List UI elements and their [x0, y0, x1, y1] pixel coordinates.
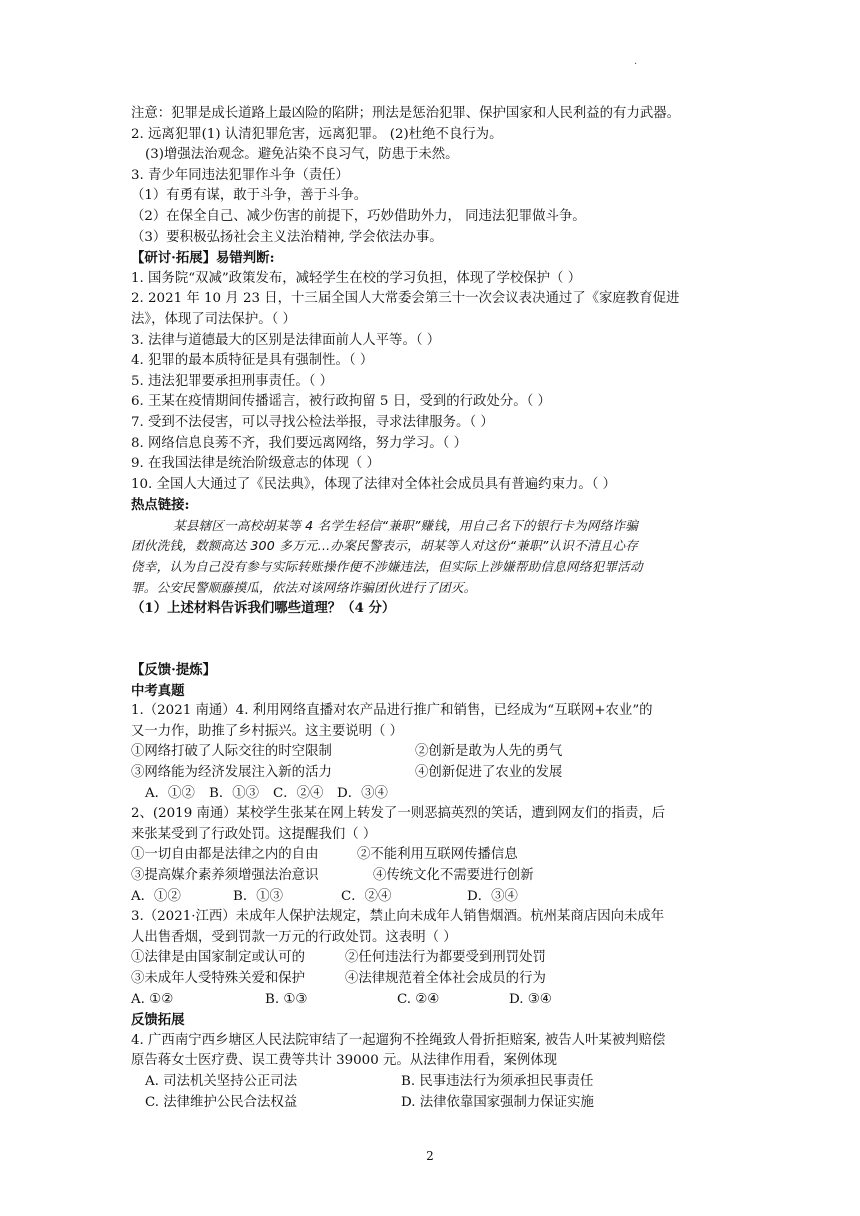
statement-row	[131, 742, 736, 763]
question-stem: 人出售香烟，受到罚款一万元的行政处罚。这表明（ ）	[131, 929, 457, 945]
statement: ②任何违法行为都要受到刑罚处罚	[345, 950, 546, 966]
judge-heading: 【研讨·拓展】易错判断:	[131, 250, 275, 267]
text-line: （1）有勇有谋，敢于斗争，善于斗争。	[131, 188, 368, 204]
option: A．①②	[131, 888, 181, 904]
statement: ②不能利用互联网传播信息	[357, 847, 518, 863]
statement: ①法律是由国家制定或认可的	[131, 950, 306, 966]
text-line: 3. 青少年同违法犯罪作斗争（责任）	[131, 167, 349, 183]
option: B. 民事违法行为须承担民事责任	[401, 1073, 594, 1089]
statement: ④创新促进了农业的发展	[415, 765, 563, 780]
text-line: (3)增强法治观念。避免沾染不良习气，防患于未然。	[145, 147, 459, 163]
option: A. ①②	[131, 991, 174, 1007]
statement-row	[131, 969, 736, 990]
option: D．③④	[337, 785, 388, 801]
case-line: 罪。公安民警顺藤摸瓜，依法对该网络诈骗团伙进行了团灭。	[131, 579, 477, 595]
hot-question: （1）上述材料告诉我们哪些道理？（4 分）	[131, 600, 396, 617]
question-stem: 1.（2021 南通）4. 利用网络直播对农产品进行推广和销售，已经成为“互联网+农业”的	[131, 703, 653, 719]
option: A．①②	[145, 785, 195, 801]
option: C. ②④	[397, 991, 440, 1007]
statement: ④法律规范着全体社会成员的行为	[345, 970, 546, 986]
question-stem: 2、(2019 南通）某校学生张某在网上转发了一则恶搞英烈的笑话，遭到网友们的指责，后	[131, 806, 666, 822]
judge-item: 8. 网络信息良莠不齐，我们要远离网络，努力学习。（ ）	[131, 435, 467, 451]
option: B. ①③	[265, 991, 308, 1007]
text-line: 2. 远离犯罪(1) 认清犯罪危害，远离犯罪。 (2)杜绝不良行为。	[131, 126, 503, 142]
case-line: 团伙洗钱，数额高达 300 多万元…办案民警表示，胡某等人对这份“兼职”认识不清且心存	[131, 538, 639, 554]
page-number: 2	[426, 1149, 434, 1163]
question-stem: 4. 广西南宁西乡塘区人民法院审结了一起遛狗不拴绳致人骨折拒赔案, 被告人叶某被判赔偿	[131, 1032, 666, 1048]
statement: ③网络能为经济发展注入新的活力	[131, 765, 332, 780]
options-row	[131, 1072, 736, 1093]
judge-item: 6. 王某在疫情期间传播谣言，被行政拘留 5 日，受到的行政处分。（ ）	[131, 394, 551, 410]
statement: ②创新是敢为人先的勇气	[415, 744, 563, 760]
option: C．②④	[273, 785, 324, 801]
statement-row	[131, 845, 736, 866]
statement: ①网络打破了人际交往的时空限制	[131, 744, 332, 760]
case-line: 某县辖区一高校胡某等 4 名学生轻信“兼职”赚钱，用自己名下的银行卡为网络诈骗	[173, 517, 639, 533]
judge-item: 2. 2021 年 10 月 23 日，十三届全国人大常委会第三十一次会议表决通过了《家庭教育促进	[131, 291, 680, 307]
note-line: 注意：犯罪是成长道路上最凶险的陷阱；刑法是惩治犯罪、保护国家和人民利益的有力武器。	[131, 106, 681, 121]
option: C. 法律维护公民合法权益	[145, 1094, 298, 1110]
judge-item: 5. 违法犯罪要承担刑事责任。（ ）	[131, 373, 334, 389]
question-stem: 又一力作，助推了乡村振兴。这主要说明（ ）	[131, 723, 404, 739]
case-line: 侥幸，认为自己没有参与实际转账操作便不涉嫌违法，但实际上涉嫌帮助信息网络犯罪活动	[131, 559, 643, 575]
options-row	[131, 887, 736, 908]
document-body	[131, 104, 736, 1113]
statement: ①一切自由都是法律之内的自由	[131, 847, 319, 863]
text-line: （2）在保全自己、减少伤害的前提下，巧妙借助外力， 同违法犯罪做斗争。	[131, 208, 586, 224]
judge-item: 7. 受到不法侵害，可以寻找公检法举报，寻求法律服务。（ ）	[131, 414, 494, 430]
subheading-exam: 中考真题	[131, 682, 185, 699]
statement: ④传统文化不需要进行创新	[373, 867, 534, 883]
hot-heading: 热点链接:	[131, 497, 190, 514]
option: C．②④	[341, 888, 392, 904]
judge-item: 9. 在我国法律是统治阶级意志的体现（ ）	[131, 456, 380, 472]
question-stem: 来张某受到了行政处罚。这提醒我们（ ）	[131, 826, 377, 842]
option: B．①③	[233, 888, 284, 904]
option: D．③④	[467, 888, 518, 904]
judge-item: 3. 法律与道德最大的区别是法律面前人人平等。（ ）	[131, 332, 441, 348]
subheading-feedback: 反馈拓展	[131, 1012, 185, 1029]
options-row	[131, 990, 736, 1011]
option: A. 司法机关坚持公正司法	[145, 1073, 298, 1089]
option: D. 法律依靠国家强制力保证实施	[401, 1094, 594, 1110]
options-row	[131, 1093, 736, 1114]
judge-item: 1. 国务院“双减”政策发布，减轻学生在校的学习负担，体现了学校保护（ ）	[131, 270, 582, 286]
judge-item: 法》，体现了司法保护。（ ）	[131, 311, 296, 327]
question-stem: 3.（2021·江西）未成年人保护法规定，禁止向未成年人销售烟酒。杭州某商店因向未成年	[131, 909, 665, 925]
options-row	[131, 784, 736, 805]
option: B．①③	[209, 785, 260, 801]
top-mark: .	[634, 56, 638, 67]
feedback-heading: 【反馈·提炼】	[131, 662, 217, 679]
statement-row	[131, 866, 736, 887]
option: D. ③④	[509, 991, 552, 1007]
judge-item: 4. 犯罪的最本质特征是具有强制性。（ ）	[131, 353, 374, 369]
statement: ③提高媒介素养须增强法治意识	[131, 867, 319, 883]
judge-item: 10. 全国人大通过了《民法典》，体现了法律对全体社会成员具有普遍约束力。（ ）	[131, 476, 617, 492]
question-stem: 原告蒋女士医疗费、误工费等共计 39000 元。从法律作用看，案例体现	[131, 1053, 558, 1069]
statement: ③未成年人受特殊关爱和保护	[131, 970, 306, 986]
statement-row	[131, 763, 736, 784]
statement-row	[131, 948, 736, 969]
text-line: （3）要积极弘扬社会主义法治精神, 学会依法办事。	[131, 229, 443, 245]
